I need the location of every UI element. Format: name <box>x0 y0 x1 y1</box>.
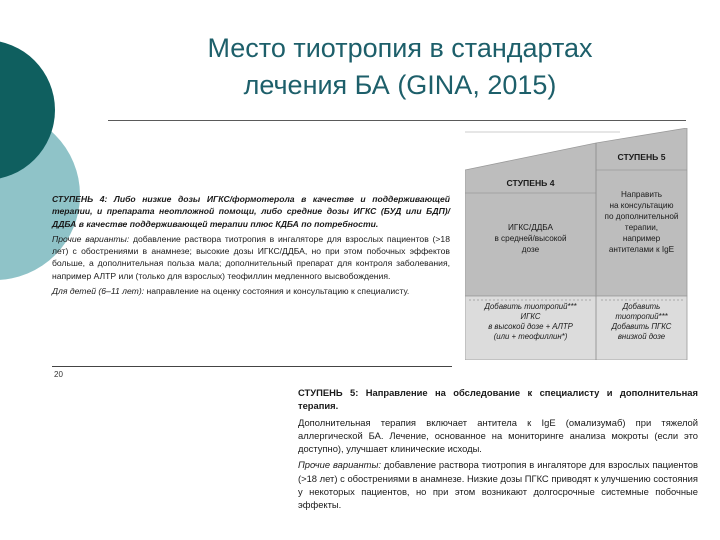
step5-therapy-line4: терапии, <box>624 223 659 232</box>
step5-alt-line3: Добавить ПГКС <box>611 322 672 331</box>
step5-alternatives <box>596 302 687 342</box>
step4-alt-line4: (или + теофиллин*) <box>493 332 568 341</box>
step4-other-options <box>52 233 450 282</box>
step4-therapy-line2: в средней/высокой <box>494 234 567 243</box>
step5-other-label: Прочие варианты: <box>298 459 381 471</box>
step4-text-block <box>52 193 450 300</box>
step5-therapy-line6: антителами к IgE <box>608 245 675 254</box>
step5-text-block <box>298 386 698 515</box>
step4-therapy-line3: дозе <box>521 245 540 254</box>
step5-alt-line2: тиотропий*** <box>615 312 668 321</box>
step4-other-label: Прочие варианты: <box>52 233 130 244</box>
step4-alt-line3: в высокой дозе + АЛТР <box>488 322 573 331</box>
step5-therapy <box>596 189 687 255</box>
step4-header: СТУПЕНЬ 4 <box>506 178 555 188</box>
step5-alt-line1: Добавить <box>622 302 661 311</box>
step4-alt-line1: Добавить тиотропий*** <box>484 302 577 311</box>
step5-therapy-line2: на консультацию <box>609 201 674 210</box>
step5-paragraph: Дополнительная терапия включает антитела к IgE (омализумаб) при тяжелой аллергической БА. Лечение, основанное на мониторинге анализа мокроты (если это доступно), улучшает клинические исходы. <box>298 416 698 455</box>
title-divider <box>108 120 686 121</box>
page-number: 20 <box>54 370 63 379</box>
step5-other-options <box>298 458 698 511</box>
title-line-1: Место тиотропия в стандартах <box>207 33 593 63</box>
step4-therapy-line1: ИГКС/ДДБА <box>508 223 553 232</box>
step5-lead: СТУПЕНЬ 5: Направление на обследование к специалисту и дополнительная терапия. <box>298 387 698 412</box>
step5-alt-line4: внизкой дозе <box>617 332 666 341</box>
step4-kids-text: направление на оценку состояния и консультацию к специалисту. <box>144 286 410 297</box>
step5-header: СТУПЕНЬ 5 <box>617 152 666 162</box>
step5-therapy-line3: по дополнительной <box>604 212 679 221</box>
step4-lead: СТУПЕНЬ 4: Либо низкие дозы ИГКС/формотерола в качестве и поддерживающей терапии, и препарата неотложной помощи, либо средние дозы ИГКС (БУД или БДП)/ДДБА в качестве поддерживающей терапии плюс КДБА по потребности. <box>52 194 450 229</box>
step5-other-text: добавление раствора тиотропия в ингаляторе для взрослых пациентов (>18 лет) с обострениями в анамнезе. Низкие дозы ПГКС приводят к улучшению состояния у некоторых пациентов, но при этом возникают долгосрочные системные побочные эффекты. <box>298 459 698 511</box>
step4-therapy <box>465 222 596 255</box>
step5-therapy-line5: например <box>622 234 661 243</box>
step5-therapy-line1: Направить <box>621 190 662 199</box>
step4-other-text: добавление раствора тиотропия в ингаляторе для взрослых пациентов (>18 лет) с обострениями в анамнезе; высокие дозы ИГКС/ДДБА, но при этом побочных эффектов больше, а дополнительная польза мала; дополнительный препарат для контроля заболевания, например АЛТР или (только для взрослых) теофиллин медленного высвобождения. <box>52 233 450 281</box>
page-divider <box>52 366 452 367</box>
step4-kids-label: Для детей (6–11 лет): <box>52 286 145 297</box>
step4-alternatives <box>465 302 596 342</box>
steps-figure <box>465 128 698 360</box>
step4-alt-line2: ИГКС <box>520 312 541 321</box>
step4-children <box>52 285 450 297</box>
title-line-2: лечения БА (GINA, 2015) <box>243 70 557 100</box>
slide-title <box>120 30 680 104</box>
